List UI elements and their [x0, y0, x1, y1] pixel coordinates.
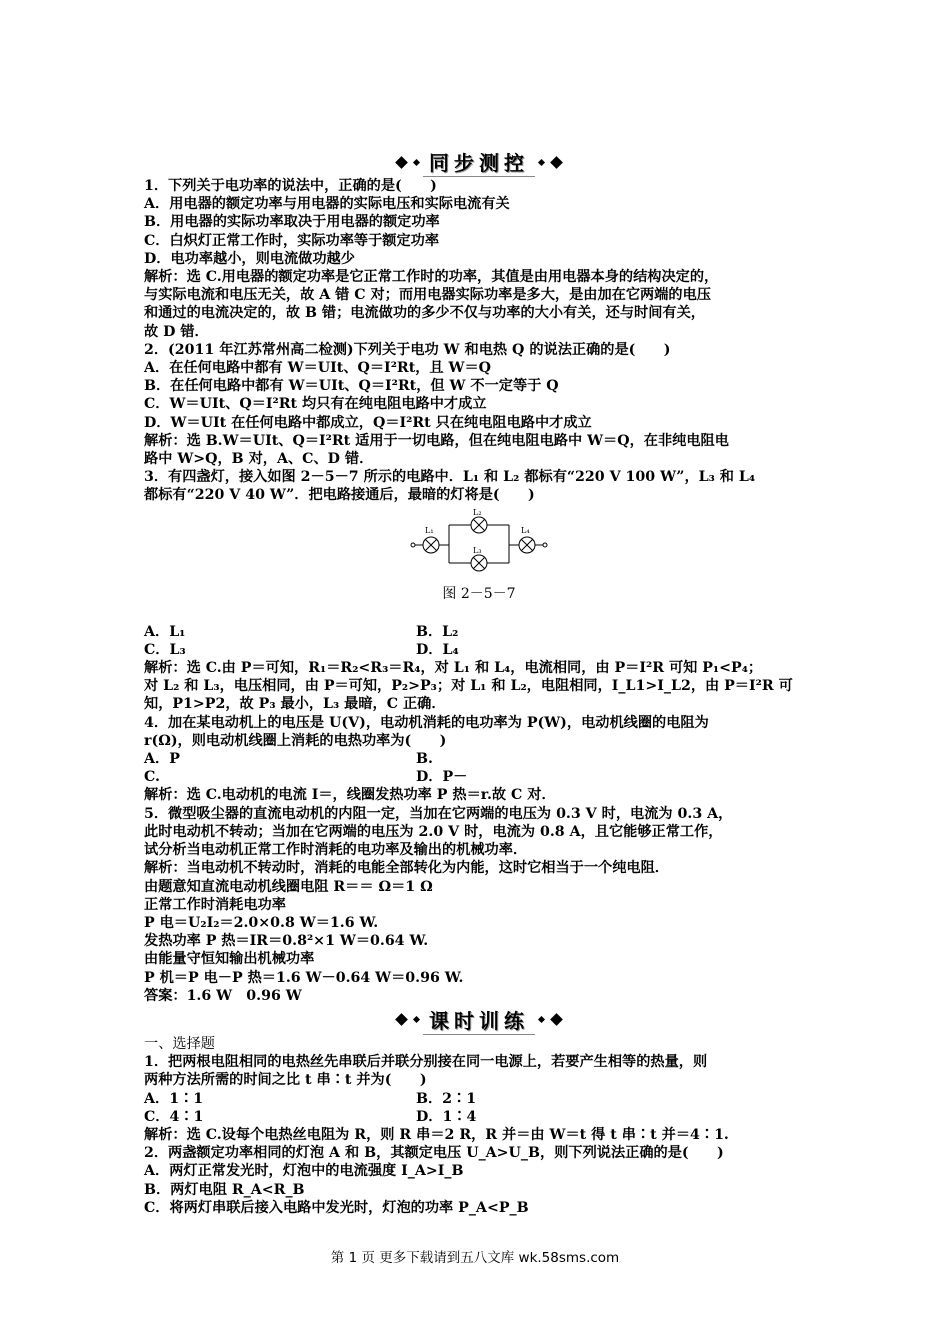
text-line: 1．把两根电阻相同的电热丝先串联后并联分别接在同一电源上，若要产生相等的热量，则	[144, 1054, 708, 1071]
lamp-label-l3: L₃	[473, 545, 482, 555]
section-title: 课时训练	[423, 1005, 535, 1035]
text-block-c	[144, 786, 814, 1004]
text-block-b	[144, 659, 814, 750]
option-row	[144, 1108, 814, 1126]
option-item: C．4∶1	[144, 1108, 204, 1125]
option-item: B.	[416, 751, 433, 768]
text-line: 路中 W>Q，B 对，A、C、D 错．	[144, 451, 374, 468]
text-line: 由题意知直流电动机线圈电阻 R＝＝ Ω＝1 Ω	[144, 878, 433, 895]
text-line: B．用电器的实际功率取决于用电器的额定功率	[144, 214, 440, 231]
diamond-icon	[538, 1016, 545, 1023]
text-line: 此时电动机不转动；当加在它两端的电压为 2.0 V 时，电流为 0.8 A，且它能够正常工作，	[144, 823, 723, 840]
diamond-icon	[413, 1016, 420, 1023]
section-banner-sync	[144, 149, 814, 175]
text-line: 与实际电流和电压无关，故 A 错 C 对；而用电器实际功率是多大，是由加在它两端的电压	[144, 287, 711, 304]
text-line: 由能量守恒知输出机械功率	[144, 951, 315, 968]
option-row	[144, 641, 814, 659]
text-line: 解析：当电动机不转动时，消耗的电能全部转化为内能，这时它相当于一个纯电阻．	[144, 860, 669, 877]
options-q3	[144, 623, 814, 659]
text-line: D．电功率越小，则电流做功越少	[144, 250, 355, 267]
figure-caption: 图 2－5－7	[442, 585, 516, 602]
text-line: 解析：选 C.用电器的额定功率是它正常工作时的功率，其值是由用电器本身的结构决定的，	[144, 269, 719, 286]
text-line: 对 L₂ 和 L₃，电压相同，由 P＝可知，P₂>P₃；对 L₁ 和 L₂，电阻相同，I_L1>I_L2，由 P＝I²R 可	[144, 678, 793, 695]
text-line: 知，P1>P2，故 P₃ 最小，L₃ 最暗，C 正确．	[144, 696, 446, 713]
options-s2q1	[144, 1090, 814, 1126]
text-block-e	[144, 1126, 814, 1217]
text-line: A．用电器的额定功率与用电器的实际电压和实际电流有关	[144, 196, 510, 213]
lamp-label-l2: L₂	[473, 508, 482, 517]
text-line: 解析：选 B.W＝UIt、Q＝I²Rt 适用于一切电路，但在纯电阻电路中 W＝Q，在非纯电阻电	[144, 432, 729, 449]
text-line: A．两灯正常发光时，灯泡中的电流强度 I_A>I_B	[144, 1163, 464, 1180]
option-row	[144, 768, 814, 786]
text-line: 1．下列关于电功率的说法中，正确的是( )	[144, 178, 437, 194]
text-line: 两种方法所需的时间之比 t 串∶t 并为( )	[144, 1072, 427, 1089]
section-banner-practice	[144, 1007, 814, 1033]
lamp-label-l4: L₄	[521, 525, 530, 535]
diamond-icon	[538, 158, 545, 165]
text-line: 解析：选 C.电动机的电流 I＝，线圈发热功率 P 热＝r.故 C 对．	[144, 787, 556, 804]
text-line: 解析：选 C.由 P＝可知，R₁＝R₂<R₃＝R₄，对 L₁ 和 L₄，电流相同，由 P＝I²R 可知 P₁<P₄；	[144, 660, 763, 677]
option-item: C．L₃	[144, 641, 186, 658]
text-line: 2．(2011 年江苏常州高二检测)下列关于电功 W 和电热 Q 的说法正确的是( )	[144, 341, 671, 358]
diamond-icon	[413, 158, 420, 165]
option-item: A．P	[144, 751, 180, 768]
option-row	[144, 750, 814, 768]
diamond-icon	[550, 156, 563, 169]
text-block-d	[144, 1035, 814, 1090]
option-item: D．L₄	[416, 641, 459, 658]
text-line: 5．微型吸尘器的直流电动机的内阻一定，当加在它两端的电压为 0.3 V 时，电流为 0.3 A，	[144, 805, 733, 822]
text-line: r(Ω)，则电动机线圈上消耗的电热功率为( )	[144, 732, 447, 749]
page-footer: 第 1 页 更多下载请到五八文库 wk.58sms.com	[330, 1250, 620, 1266]
option-row	[144, 623, 814, 641]
text-line: 正常工作时消耗电功率	[144, 896, 286, 913]
text-line: 一、选择题	[144, 1035, 215, 1052]
text-line: P 电＝U₂I₂＝2.0×0.8 W＝1.6 W.	[144, 914, 379, 931]
section-title: 同步测控	[423, 147, 535, 177]
lamp-label-l1: L₁	[425, 525, 434, 535]
text-line: 都标有“220 V 40 W”．把电路接通后，最暗的灯将是( )	[144, 487, 535, 504]
text-line: 故 D 错．	[144, 323, 209, 340]
text-block-a	[144, 177, 814, 505]
circuit-diagram	[409, 509, 549, 579]
text-line: C．将两灯串联后接入电路中发光时，灯泡的功率 P_A<P_B	[144, 1199, 529, 1216]
text-line: 4．加在某电动机上的电压是 U(V)，电动机消耗的电功率为 P(W)，电动机线圈的电阻为	[144, 714, 709, 731]
options-q4	[144, 750, 814, 786]
option-item: B．L₂	[416, 623, 459, 640]
option-item: A．1∶1	[144, 1090, 204, 1107]
text-line: 和通过的电流决定的，故 B 错；电流做功的多少不仅与功率的大小有关，还与时间有关，	[144, 305, 705, 322]
text-line: P 机＝P 电－P 热＝1.6 W－0.64 W＝0.96 W.	[144, 969, 464, 986]
text-line: B．在任何电路中都有 W＝UIt、Q＝I²Rt，但 W 不一定等于 Q	[144, 378, 559, 395]
option-item: D．1∶4	[416, 1108, 477, 1125]
text-line: 发热功率 P 热＝IR＝0.8²×1 W＝0.64 W.	[144, 933, 429, 950]
option-item: A．L₁	[144, 623, 186, 640]
text-line: A．在任何电路中都有 W＝UIt、Q＝I²Rt，且 W＝Q	[144, 360, 492, 377]
content-area	[144, 147, 814, 1217]
text-line: 2．两盏额定功率相同的灯泡 A 和 B，其额定电压 U_A>U_B，则下列说法正确的是( )	[144, 1145, 724, 1162]
text-line: 答案：1.6 W 0.96 W	[144, 987, 302, 1004]
text-line: 试分析当电动机正常工作时消耗的电功率及输出的机械功率．	[144, 842, 528, 859]
option-item: D．P－	[416, 769, 468, 786]
text-line: B．两灯电阻 R_A<R_B	[144, 1181, 305, 1198]
diamond-icon	[395, 1014, 408, 1027]
text-line: C．W＝UIt、Q＝I²Rt 均只有在纯电阻电路中才成立	[144, 396, 487, 413]
option-item: B．2∶1	[416, 1090, 477, 1107]
text-line: C．白炽灯正常工作时，实际功率等于额定功率	[144, 232, 440, 249]
text-line: 3．有四盏灯，接入如图 2－5－7 所示的电路中．L₁ 和 L₂ 都标有“220 V 100 W”，L₃ 和 L₄	[144, 469, 756, 486]
diamond-icon	[550, 1014, 563, 1027]
option-item: C.	[144, 769, 160, 786]
diamond-icon	[395, 156, 408, 169]
option-row	[144, 1090, 814, 1108]
text-line: D．W＝UIt 在任何电路中都成立，Q＝I²Rt 只在纯电阻电路中才成立	[144, 414, 592, 431]
circuit-figure	[144, 509, 814, 603]
text-line: 解析：选 C.设每个电热丝电阻为 R，则 R 串＝2 R，R 并＝由 W＝t 得 t 串∶t 并＝4∶1.	[144, 1126, 729, 1143]
